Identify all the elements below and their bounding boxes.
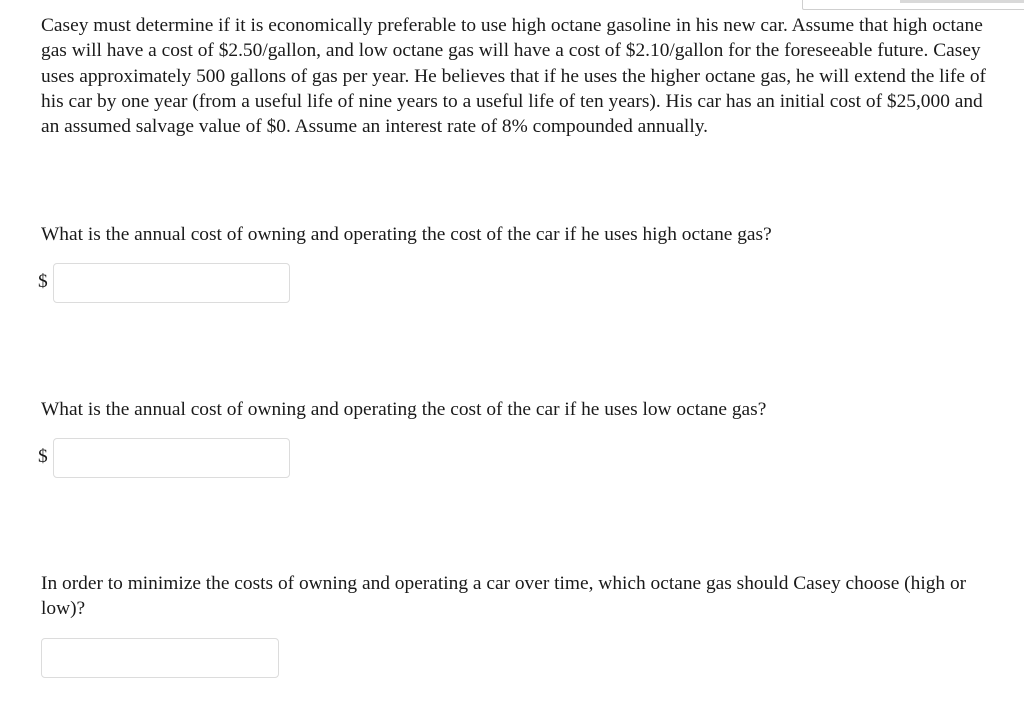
question-low-octane: What is the annual cost of owning and operating the cost of the car if he uses low octane gas? [41, 399, 767, 420]
answer-input-octane-choice[interactable] [41, 638, 279, 678]
top-tab-shade [900, 0, 1024, 3]
answer-input-high-octane[interactable] [53, 263, 290, 303]
dollar-prefix-high: $ [38, 271, 48, 292]
question-high-octane: What is the annual cost of owning and operating the cost of the car if he uses high octane gas? [41, 224, 772, 245]
answer-input-low-octane[interactable] [53, 438, 290, 478]
dollar-prefix-low: $ [38, 446, 48, 467]
problem-statement: Casey must determine if it is economically preferable to use high octane gasoline in his new car. Assume that high octane gas will have a cost of $2.50/gallon, and low octane gas will have a cost of $2.10/gallon for the foreseeable future. Casey uses approximately 500 gallons of gas per year. He believes that if he uses the higher octane gas, he will extend the life of his car by one year (from a useful life of nine years to a useful life of ten years). His car has an initial cost of $25,000 and an assumed salvage value of $0. Assume an interest rate of 8% compounded annually. [41, 15, 986, 138]
question-octane-choice: In order to minimize the costs of owning and operating a car over time, which octane gas should Casey choose (high or low)? [41, 573, 967, 619]
